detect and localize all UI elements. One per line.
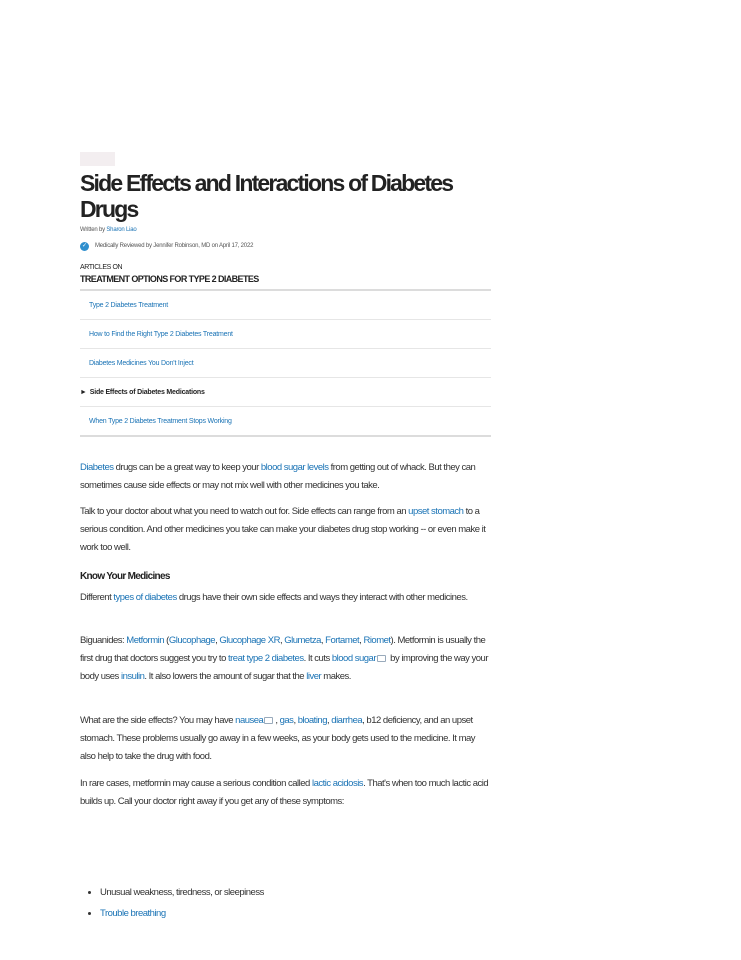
link-riomet[interactable]: Riomet — [363, 635, 391, 646]
link-diarrhea[interactable]: diarrhea — [331, 715, 363, 726]
text: Different — [80, 592, 114, 603]
text: Talk to your doctor about what you need to watch out for. Side effects can range from an — [80, 506, 409, 517]
list-item: • Unusual weakness, tiredness, or sleepiness — [100, 882, 264, 903]
series-item-find-right-treatment[interactable] — [80, 320, 491, 349]
text: , — [320, 635, 326, 646]
symptom-list — [80, 882, 264, 924]
written-by-label: Written by — [80, 227, 105, 233]
link-lactic-acidosis[interactable]: lactic acidosis — [311, 778, 364, 789]
link-glumetza[interactable]: Glumetza — [284, 635, 321, 646]
series-item-treatment[interactable] — [80, 291, 491, 320]
text: ). Metformin is usually the first drug that doctors suggest you try to — [80, 635, 486, 664]
series-kicker: ARTICLES ON — [80, 264, 123, 271]
external-link-icon — [264, 717, 273, 724]
article-title: Side Effects and Interactions of Diabetes Drugs — [80, 170, 453, 222]
link-nausea[interactable]: nausea — [235, 715, 264, 726]
paragraph-talk-to-doctor — [80, 503, 491, 557]
text: In rare cases, metformin may cause a serious condition called — [80, 778, 312, 789]
medical-review — [80, 240, 253, 252]
series-item-side-effects — [80, 378, 491, 407]
text: makes. — [321, 671, 351, 682]
text: , — [359, 635, 364, 646]
link-metformin[interactable]: Metformin — [126, 635, 165, 646]
text: , — [327, 715, 332, 726]
series-item-label[interactable]: When Type 2 Diabetes Treatment Stops Working — [89, 417, 232, 425]
list-item — [100, 903, 264, 924]
text: , — [293, 715, 298, 726]
paragraph-biguanides — [80, 632, 491, 686]
link-gas[interactable]: gas — [279, 715, 294, 726]
text: . That's when too much lactic acid builds up. Call your doctor right away if you get any of these symptoms: — [80, 778, 489, 807]
link-treat-type-2-diabetes[interactable]: treat type 2 diabetes — [228, 653, 304, 664]
link-fortamet[interactable]: Fortamet — [325, 635, 360, 646]
paragraph-different-types — [80, 589, 491, 607]
link-trouble-breathing[interactable]: Trouble breathing — [100, 908, 166, 919]
current-marker-icon: ► — [80, 388, 87, 396]
link-blood-sugar[interactable]: blood sugar — [331, 653, 377, 664]
text: , — [279, 635, 285, 646]
section-heading: Know Your Medicines — [80, 571, 170, 582]
text: ( — [164, 635, 169, 646]
series-list — [80, 289, 491, 437]
link-blood-sugar-levels[interactable]: blood sugar levels — [260, 462, 329, 473]
text: drugs can be a great way to keep your — [113, 462, 261, 473]
byline — [80, 227, 137, 233]
review-text: Medically Reviewed by Jennifer Robinson, MD on April 17, 2022 — [95, 243, 254, 249]
paragraph-lactic-acidosis — [80, 775, 491, 811]
series-item-non-injected[interactable] — [80, 349, 491, 378]
text: , — [215, 635, 220, 646]
link-types-of-diabetes[interactable]: types of diabetes — [113, 592, 177, 603]
category-tag — [80, 152, 115, 166]
verified-check-icon: ✓ — [81, 242, 88, 249]
text: to a serious condition. And other medicines you take can make your diabetes drug stop working -- or even make it work too well. — [80, 506, 486, 553]
text: . It cuts — [303, 653, 332, 664]
link-glucophage-xr[interactable]: Glucophage XR — [219, 635, 280, 646]
link-diabetes[interactable]: Diabetes — [80, 462, 114, 473]
link-glucophage[interactable]: Glucophage — [168, 635, 216, 646]
series-item-label[interactable]: Type 2 Diabetes Treatment — [89, 301, 169, 309]
text: by improving the way your body uses — [80, 653, 489, 682]
external-link-icon — [377, 655, 386, 662]
link-insulin[interactable]: insulin — [120, 671, 145, 682]
text: drugs have their own side effects and ways they interact with other medicines. — [176, 592, 468, 603]
text: from getting out of whack. But they can sometimes cause side effects or may not mix well with other medicines you take. — [80, 462, 476, 491]
author-link[interactable]: Sharon Liao — [106, 227, 137, 233]
text: Biguanides: — [80, 635, 127, 646]
paragraph-intro — [80, 459, 491, 495]
link-liver[interactable]: liver — [306, 671, 322, 682]
link-upset-stomach[interactable]: upset stomach — [408, 506, 464, 517]
link-bloating[interactable]: bloating — [297, 715, 327, 726]
text: , — [275, 715, 280, 726]
series-item-label[interactable]: How to Find the Right Type 2 Diabetes Treatment — [89, 330, 233, 338]
paragraph-side-effects — [80, 712, 491, 766]
series-item-label: Side Effects of Diabetes Medications — [89, 388, 205, 396]
text: What are the side effects? You may have — [80, 715, 236, 726]
text: . It also lowers the amount of sugar that the — [144, 671, 307, 682]
series-item-label[interactable]: Diabetes Medicines You Don't Inject — [89, 359, 194, 367]
series-item-stops-working[interactable] — [80, 407, 491, 435]
series-title: TREATMENT OPTIONS FOR TYPE 2 DIABETES — [80, 274, 259, 284]
text: , b12 deficiency, and an upset stomach. These problems usually go away in a few weeks, as your body gets used to the medicine. It may also help to take the drug with food. — [80, 715, 476, 762]
